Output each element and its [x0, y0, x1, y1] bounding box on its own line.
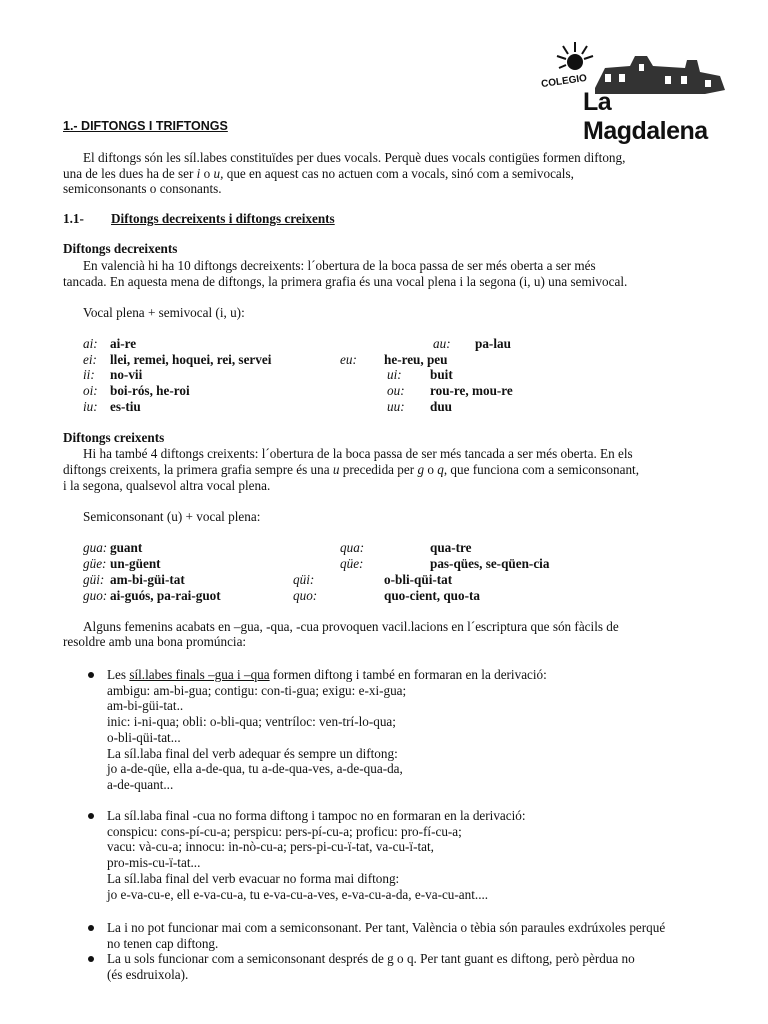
rule-line: La síl.laba final -cua no forma diftong i tampoc no en formaran en la derivació:: [107, 808, 526, 823]
example-label: ui:: [387, 367, 402, 382]
increasing-text-3: i la segona, qualsevol altra vocal plena.: [63, 478, 271, 493]
example-label: ii:: [83, 367, 95, 382]
example-label: iu:: [83, 399, 98, 414]
example-label: qüe:: [340, 556, 364, 571]
example-words: ai-guós, pa-rai-guot: [110, 588, 221, 603]
increasing-title: Diftongs creixents: [63, 430, 165, 445]
example-label: eu:: [340, 352, 357, 367]
example-words: guant: [110, 540, 143, 555]
decreasing-title: Diftongs decreixents: [63, 241, 178, 256]
rule-line: Les síl.labes finals –gua i –qua formen diftong i també en formaran en la derivació:: [107, 667, 547, 682]
logo-small-text: COLEGIO: [540, 72, 588, 91]
example-label: güe:: [83, 556, 107, 571]
example-words: am-bi-güi-tat: [110, 572, 185, 587]
rule-line: inic: i-ni-qua; obli: o-bli-qua; ventríloc: ven-trí-lo-qua;: [107, 714, 396, 730]
example-words: llei, remei, hoquei, rei, servei: [110, 352, 272, 367]
example-words: rou-re, mou-re: [430, 383, 513, 398]
bullet-dot: [88, 813, 94, 819]
rule-line: La u sols funcionar com a semiconsonant després de g o q. Per tant guant es diftong, però pèrdua no: [107, 951, 635, 966]
example-words: buit: [430, 367, 453, 382]
rule-line: (és esdruixola).: [107, 966, 189, 982]
logo-big-text: La Magdalena: [583, 88, 708, 145]
example-words: no-vii: [110, 367, 143, 382]
rule-line: vacu: và-cu-a; innocu: in-nò-cu-a; pers-pi-cu-ï-tat, va-cu-ï-tat,: [107, 839, 434, 855]
rule-line: conspicu: cons-pí-cu-a; perspicu: pers-pí-cu-a; proficu: pro-fí-cu-a;: [107, 823, 462, 839]
rule-line: ambigu: am-bi-gua; contigu: con-ti-gua; exigu: e-xi-gua;: [107, 682, 407, 698]
decreasing-text-1: En valencià hi ha 10 diftongs decreixents: l´obertura de la boca passa de ser més oberta a ser més: [83, 258, 596, 273]
example-words: quo-cient, quo-ta: [384, 588, 480, 603]
rule-line: a-de-quant...: [107, 776, 174, 792]
rule-line: La síl.laba final del verb adequar és sempre un diftong:: [107, 745, 398, 761]
bullet-dot: [88, 672, 94, 678]
decreasing-text-2: tancada. En aquesta mena de diftongs, la primera grafia és una vocal plena i la segona (i, u) una semivocal.: [63, 274, 628, 289]
example-words: duu: [430, 399, 453, 414]
bullet-dot: [88, 956, 94, 962]
example-label: güi:: [83, 572, 105, 587]
rule-line: o-bli-qüi-tat...: [107, 729, 181, 745]
intro-line-3: semiconsonants o consonants.: [63, 181, 222, 196]
school-logo: [535, 38, 735, 145]
example-words: es-tiu: [110, 399, 141, 414]
increasing-text-2: diftongs creixents, la primera grafia sempre és una u precedida per g o q, que funciona com a semiconsonant,: [63, 462, 640, 477]
section-heading: 1.- DIFTONGS I TRIFTONGS: [63, 119, 228, 133]
rule-line: no tenen cap diftong.: [107, 935, 219, 951]
example-label: gua:: [83, 540, 108, 555]
example-label: au:: [433, 336, 451, 351]
example-label: uu:: [387, 399, 405, 414]
rule-line: am-bi-güi-tat..: [107, 698, 184, 714]
example-label: qüi:: [293, 572, 315, 587]
example-words: pa-lau: [475, 336, 511, 351]
rule-line: pro-mis-cu-ï-tat...: [107, 855, 201, 871]
example-words: un-güent: [110, 556, 161, 571]
rule-line: jo e-va-cu-e, ell e-va-cu-a, tu e-va-cu-a-ves, e-va-cu-a-da, e-va-cu-ant....: [107, 886, 489, 902]
example-label: ei:: [83, 352, 97, 367]
feminine-text-2: resoldre amb una bona promúncia:: [63, 634, 247, 649]
rule-line: jo a-de-qüe, ella a-de-qua, tu a-de-qua-ves, a-de-qua-da,: [107, 761, 403, 777]
example-words: o-bli-qüi-tat: [384, 572, 453, 587]
subsection-title: Diftongs decreixents i diftongs creixents: [111, 211, 335, 226]
subsection-number: 1.1-: [63, 211, 84, 226]
intro-line-2: una de les dues ha de ser i o u, que en aquest cas no actuen com a vocals, sinó com a semivocals,: [63, 166, 574, 181]
example-label: ai:: [83, 336, 98, 351]
example-label: quo:: [293, 588, 318, 603]
example-words: boi-rós, he-roi: [110, 383, 190, 398]
example-words: ai-re: [110, 336, 137, 351]
rule-line: La i no pot funcionar mai com a semiconsonant. Per tant, València o tèbia són paraules exdrúxoles perqué: [107, 920, 666, 935]
example-words: pas-qües, se-qüen-cia: [430, 556, 550, 571]
increasing-text-1: Hi ha també 4 diftongs creixents: l´obertura de la boca passa de ser més tancada a ser més oberta. En els: [83, 446, 633, 461]
increasing-formula: Semiconsonant (u) + vocal plena:: [83, 509, 261, 524]
bullet-dot: [88, 925, 94, 931]
example-words: qua-tre: [430, 540, 472, 555]
example-label: ou:: [387, 383, 405, 398]
example-label: oi:: [83, 383, 98, 398]
example-words: he-reu, peu: [384, 352, 448, 367]
feminine-text-1: Alguns femenins acabats en –gua, -qua, -cua provoquen vacil.lacions en l´escriptura que són fàcils de: [83, 619, 619, 634]
example-label: guo:: [83, 588, 108, 603]
rule-line: La síl.laba final del verb evacuar no forma mai diftong:: [107, 870, 400, 886]
decreasing-formula: Vocal plena + semivocal (i, u):: [83, 305, 245, 320]
intro-line-1: El diftongs són les síl.labes constituïdes per dues vocals. Perquè dues vocals contigües formen diftong,: [83, 150, 626, 165]
example-label: qua:: [340, 540, 365, 555]
